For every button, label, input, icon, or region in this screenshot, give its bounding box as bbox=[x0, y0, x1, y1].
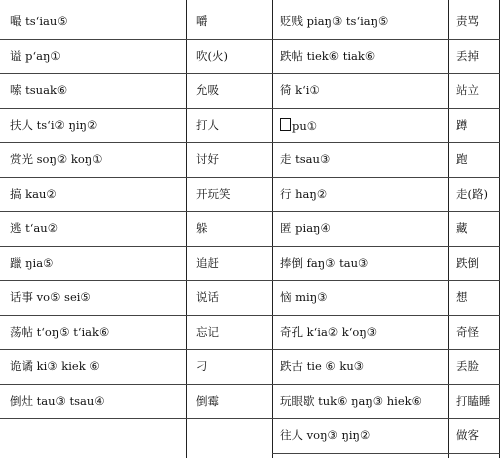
left-gloss-cell bbox=[196, 152, 219, 166]
right-term-cell-text: pu① bbox=[292, 118, 318, 133]
right-term-cell-text: 恼 miŋ③ bbox=[280, 290, 328, 304]
right-term-cell bbox=[280, 428, 370, 442]
row-divider bbox=[0, 142, 272, 143]
row-divider bbox=[0, 384, 272, 385]
left-gloss-cell bbox=[196, 256, 219, 270]
right-term-cell bbox=[280, 187, 327, 201]
row-divider bbox=[272, 349, 500, 350]
left-gloss-cell-text: 嚼 bbox=[196, 14, 208, 28]
left-gloss-cell-text: 追赶 bbox=[196, 255, 219, 270]
left-term-cell bbox=[10, 290, 91, 304]
right-term-cell-text: 跌帖 tiek⑥ tiak⑥ bbox=[280, 48, 376, 63]
right-gloss-cell-text: 跌倒 bbox=[456, 255, 479, 270]
right-gloss-cell-text: 责骂 bbox=[456, 14, 479, 28]
left-term-cell-text: 嗦 tsuak⑥ bbox=[10, 83, 68, 97]
right-term-cell-text: 跌古 tie ⑥ ku③ bbox=[280, 359, 365, 373]
right-gloss-cell bbox=[456, 325, 479, 339]
right-term-cell bbox=[280, 256, 368, 270]
left-gloss-cell-text: 躲 bbox=[196, 221, 208, 235]
left-gloss-cell bbox=[196, 290, 219, 304]
right-gloss-cell bbox=[456, 187, 488, 201]
row-divider bbox=[272, 108, 500, 109]
row-divider bbox=[0, 108, 272, 109]
missing-character-box-icon bbox=[280, 118, 291, 131]
right-term-cell-text: 匿 piaŋ④ bbox=[280, 221, 331, 235]
table-bottom-border bbox=[272, 453, 500, 454]
left-gloss-cell-text: 刁 bbox=[196, 359, 208, 373]
left-term-cell bbox=[10, 256, 53, 270]
row-divider bbox=[272, 211, 500, 212]
column-divider bbox=[186, 0, 187, 458]
left-term-cell bbox=[10, 187, 57, 201]
right-gloss-cell-text: 站立 bbox=[456, 83, 479, 97]
right-term-cell-text: 往人 voŋ③ ŋiŋ② bbox=[280, 428, 371, 442]
row-divider bbox=[0, 177, 272, 178]
right-term-cell bbox=[280, 394, 422, 408]
right-term-cell bbox=[280, 118, 317, 133]
left-term-cell-text: 扶人 ts‘i② ŋiŋ② bbox=[10, 117, 98, 132]
left-gloss-cell-text: 吹(火) bbox=[196, 48, 228, 63]
row-divider bbox=[0, 418, 272, 419]
right-term-cell-text: 奇孔 k‘ia② k‘oŋ③ bbox=[280, 324, 378, 339]
row-divider bbox=[0, 349, 272, 350]
left-term-cell-text: 谥 p‘aŋ① bbox=[10, 48, 61, 63]
column-divider bbox=[272, 0, 273, 458]
right-gloss-cell-text: 藏 bbox=[456, 221, 468, 235]
left-gloss-cell bbox=[196, 187, 231, 201]
left-gloss-cell bbox=[196, 394, 219, 408]
right-term-cell-text: 行 haŋ② bbox=[280, 186, 328, 201]
right-term-cell bbox=[280, 83, 320, 97]
left-gloss-cell-text: 说话 bbox=[196, 290, 219, 304]
right-gloss-cell-text: 丢掉 bbox=[456, 48, 479, 63]
left-term-cell bbox=[10, 118, 97, 132]
left-term-cell-text: 话事 vo⑤ sei⑤ bbox=[10, 290, 91, 304]
right-gloss-cell bbox=[456, 118, 468, 132]
right-term-cell bbox=[280, 221, 331, 235]
left-gloss-cell-text: 开玩笑 bbox=[196, 186, 231, 201]
left-term-cell-text: 倒灶 tau③ tsau④ bbox=[10, 393, 105, 408]
row-divider bbox=[0, 73, 272, 74]
row-divider bbox=[272, 73, 500, 74]
right-gloss-cell-text: 跑 bbox=[456, 152, 468, 166]
right-term-cell bbox=[280, 152, 330, 166]
right-gloss-cell-text: 蹲 bbox=[456, 117, 468, 132]
left-gloss-cell bbox=[196, 359, 208, 373]
right-term-cell bbox=[280, 49, 375, 63]
row-divider bbox=[272, 280, 500, 281]
right-gloss-cell bbox=[456, 428, 479, 442]
right-term-cell-text: 走 tsau③ bbox=[280, 152, 331, 166]
row-divider bbox=[272, 246, 500, 247]
row-divider bbox=[0, 246, 272, 247]
right-term-cell-text: 捧倒 faŋ③ tau③ bbox=[280, 255, 369, 270]
right-gloss-cell bbox=[456, 49, 479, 63]
left-term-cell bbox=[10, 14, 68, 28]
left-term-cell bbox=[10, 83, 67, 97]
row-divider bbox=[272, 177, 500, 178]
left-term-cell-text: 搞 kau② bbox=[10, 186, 57, 201]
row-divider bbox=[272, 39, 500, 40]
left-gloss-cell bbox=[196, 49, 228, 63]
right-gloss-cell bbox=[456, 256, 479, 270]
row-divider bbox=[272, 315, 500, 316]
left-term-cell bbox=[10, 49, 61, 63]
row-divider bbox=[0, 211, 272, 212]
left-term-cell-text: 荡帖 t‘oŋ⑤ t‘iak⑥ bbox=[10, 324, 110, 339]
right-term-cell-text: 玩眼歇 tuk⑥ ŋaŋ③ hiek⑥ bbox=[280, 393, 422, 408]
row-divider bbox=[272, 142, 500, 143]
right-term-cell bbox=[280, 359, 364, 373]
right-gloss-cell-text: 走(路) bbox=[456, 186, 488, 201]
left-gloss-cell bbox=[196, 14, 208, 28]
left-term-cell-text: 赏光 soŋ② koŋ① bbox=[10, 152, 103, 166]
right-term-cell bbox=[280, 290, 327, 304]
row-divider bbox=[272, 418, 500, 419]
left-gloss-cell bbox=[196, 325, 219, 339]
left-gloss-cell-text: 倒霉 bbox=[196, 393, 219, 408]
left-term-cell bbox=[10, 221, 58, 235]
left-gloss-cell-text: 打人 bbox=[196, 117, 219, 132]
column-divider bbox=[448, 0, 449, 458]
right-gloss-cell bbox=[456, 152, 468, 166]
right-term-cell bbox=[280, 14, 388, 28]
right-term-cell bbox=[280, 325, 377, 339]
row-divider bbox=[0, 315, 272, 316]
right-gloss-cell bbox=[456, 14, 479, 28]
row-divider bbox=[0, 280, 272, 281]
left-term-cell-text: 嘬 ts‘iau⑤ bbox=[10, 14, 68, 28]
right-gloss-cell-text: 奇怪 bbox=[456, 324, 479, 339]
left-gloss-cell bbox=[196, 221, 208, 235]
right-gloss-cell bbox=[456, 394, 491, 408]
left-term-cell-text: 逃 t‘au② bbox=[10, 221, 59, 235]
left-gloss-cell bbox=[196, 83, 219, 97]
right-term-cell-text: 贬贱 piaŋ③ ts‘iaŋ⑤ bbox=[280, 14, 389, 28]
right-gloss-cell bbox=[456, 290, 468, 304]
left-term-cell bbox=[10, 152, 102, 166]
left-gloss-cell-text: 忘记 bbox=[196, 324, 219, 339]
right-gloss-cell-text: 想 bbox=[456, 290, 468, 304]
right-gloss-cell-text: 做客 bbox=[456, 428, 479, 442]
right-gloss-cell-text: 打瞌睡 bbox=[456, 393, 491, 408]
left-gloss-cell-text: 讨好 bbox=[196, 152, 219, 166]
left-gloss-cell-text: 允吸 bbox=[196, 83, 219, 97]
row-divider bbox=[0, 39, 272, 40]
right-gloss-cell bbox=[456, 83, 479, 97]
right-gloss-cell bbox=[456, 359, 479, 373]
right-gloss-cell-text: 丢脸 bbox=[456, 359, 479, 373]
left-term-cell bbox=[10, 325, 109, 339]
right-gloss-cell bbox=[456, 221, 468, 235]
left-term-cell-text: 诡谲 ki③ kiek ⑥ bbox=[10, 359, 100, 373]
right-term-cell-text: 徛 k‘i① bbox=[280, 83, 320, 97]
left-gloss-cell bbox=[196, 118, 219, 132]
left-term-cell-text: 躐 ŋia⑤ bbox=[10, 255, 54, 270]
left-term-cell bbox=[10, 394, 105, 408]
left-term-cell bbox=[10, 359, 100, 373]
row-divider bbox=[272, 384, 500, 385]
